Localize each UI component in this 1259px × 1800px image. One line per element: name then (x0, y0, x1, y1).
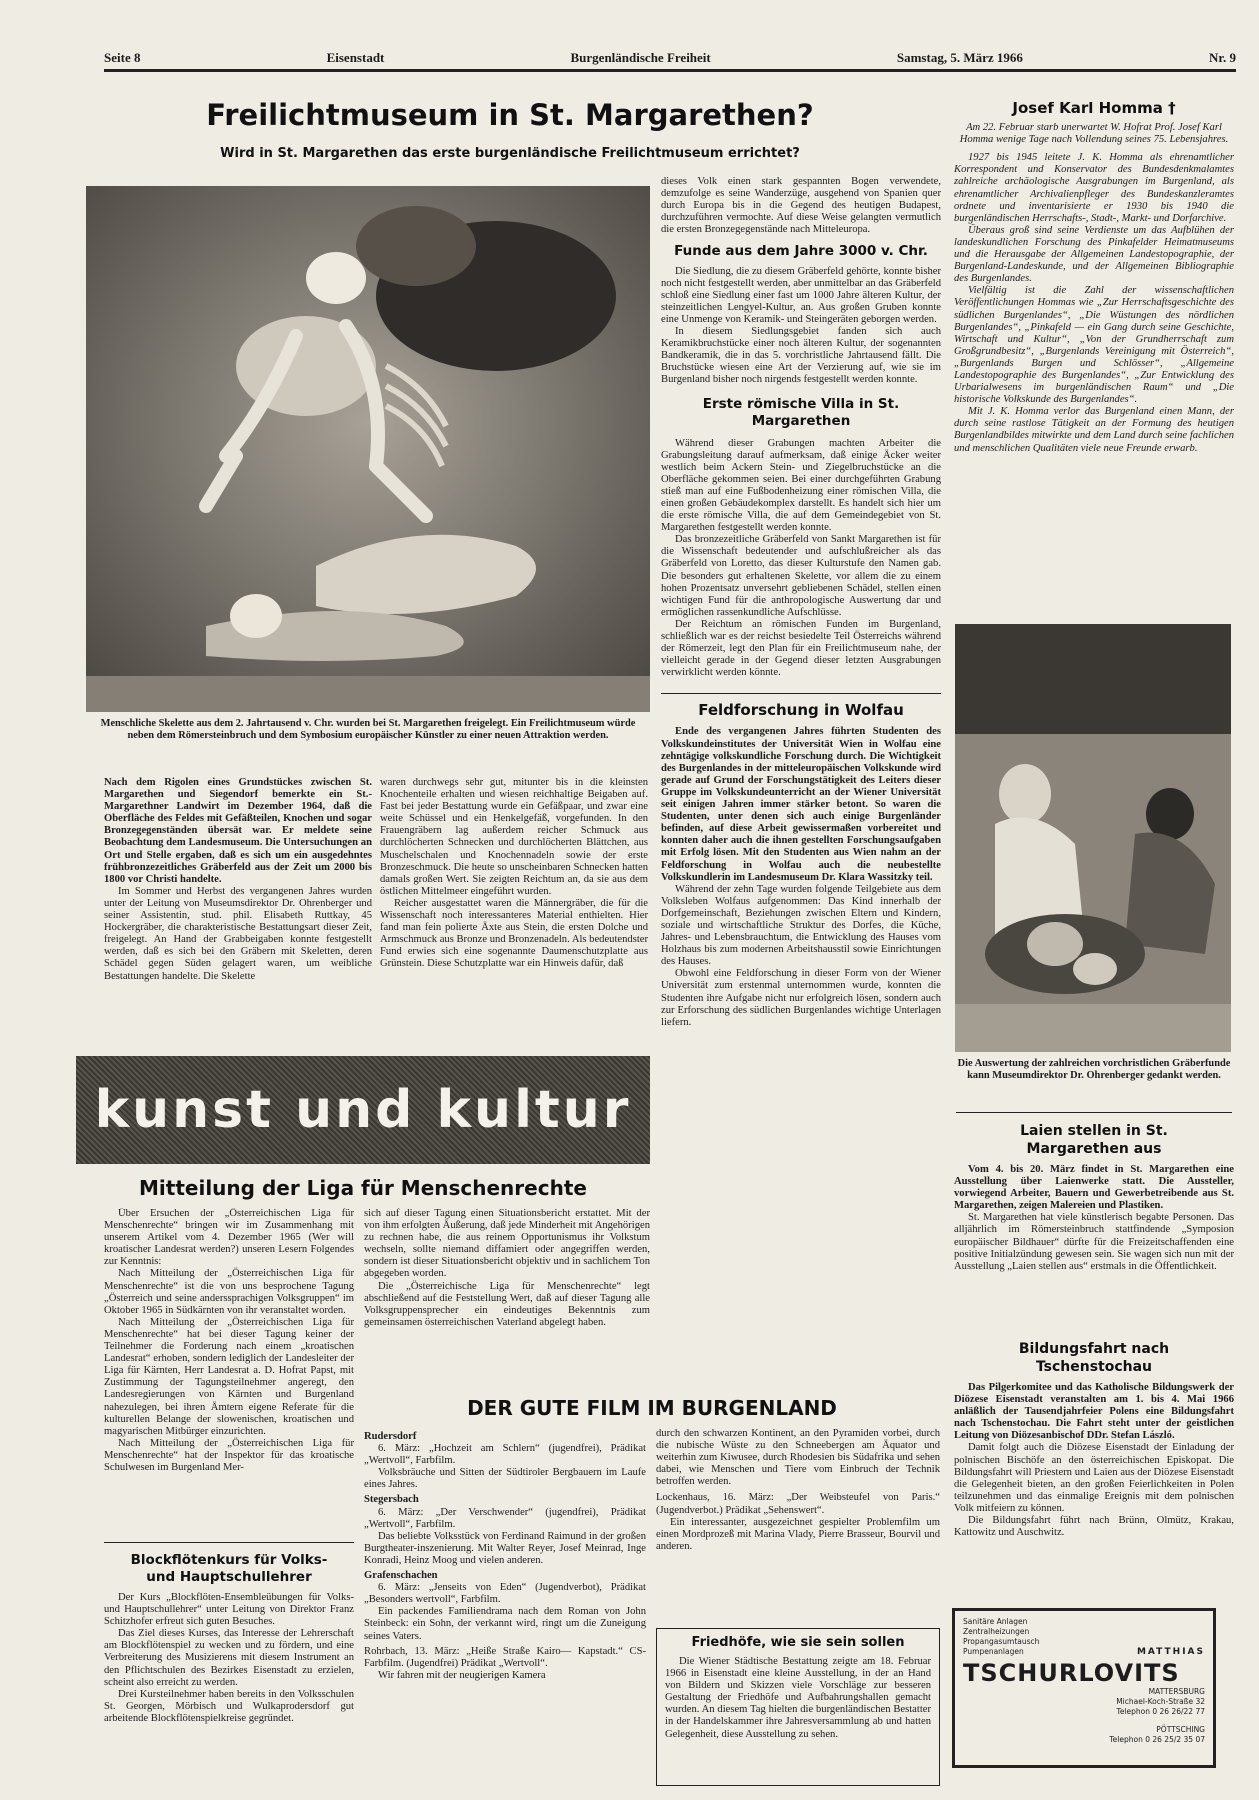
divider (661, 693, 941, 694)
liga-column-1 (104, 1208, 354, 1536)
paragraph: 6. März: „Jenseits von Eden“ (Jugendverbot), Prädikat „Besonders wertvoll“, Farbfilm. (364, 1582, 646, 1606)
skeleton-photo-caption: Menschliche Skelette aus dem 2. Jahrtausend v. Chr. wurden bei St. Margarethen freigelegt. Ein Freilichtmuseum würde neben dem Römersteinbruch und dem Symbosium europäischer Künstler zu einer neuen Attraktion werden. (100, 718, 636, 741)
paragraph: 6. März: „Der Verschwender“ (jugendfrei), Prädikat „Wertvoll“, Farbfilm. (364, 1506, 646, 1530)
subheading-funde: Funde aus dem Jahre 3000 v. Chr. (674, 243, 928, 260)
blockflote-article (104, 1552, 354, 1784)
subheading-villa: Erste römische Villa in St. Margarethen (702, 395, 900, 429)
paragraph: Nach Mitteilung der „Österreichischen Liga für Menschenrechte“ hat der Inspektor für das kroatische Schulwesen im Burgenland Mer- (104, 1437, 354, 1473)
paragraph: Überaus groß sind seine Verdienste um das Aufblühen der landeskundlichen Forschung des Pinkafelder Heimatmuseums und die Herausgabe der Allgemeinen Landestopographie, der Burgenland-Landeskunde, und der Allgemeinen Bibliographie des Burgenlandes. (954, 224, 1234, 285)
bildung-intro: Das Pilgerkomitee und das Katholische Bildungswerk der Diözese Eisenstadt veranstalten am 1. bis 4. Mai 1966 anläßlich der Tausendjahrfeier Polens eine Bildungsfahrt nach Tschenstochau. Die Fahrt steht unter der geistlichen Leitung von Diözesanbischof DDr. Stefan László. (954, 1382, 1234, 1442)
kunst-und-kultur-banner (76, 1056, 650, 1164)
laien-article (954, 1122, 1234, 1337)
paragraph: Während dieser Grabungen machten Arbeiter die Grabungsleitung darauf aufmerksam, daß einige Äcker weiter westlich beim Ackern Stein- und Ziegelbruchstücke an die Oberfläche gekommen seien. Bei einer durchgeführten Grabung stieß man auf eine Fußbodenheizung einer römischen Villa, die einen großen Gebäudekomplex darstellt. Es handelt sich hier um die erste römische Villa, die auf dem Gemeindegebiet von St. Margarethen festgestellt werden konnte. (661, 437, 941, 534)
homma-obituary (954, 102, 1234, 600)
feld-intro: Ende des vergangenen Jahres führten Studenten des Volkskundeinstitutes der Universität Wien in Wolfau eine zehntägige volkskundliche Forschung durch. Die Wichtigkeit des Burgenlandes in der mitteleuropäischen Volkskunde wird gerade auf Grund der Forschungstätigkeit des Leiters dieser Gruppe im Volkskundeunterricht an der Wiener Universität seit einigen Jahren immer stärker betont. So waren die Studenten, unter denen sich auch einige Burgenländer befinden, auf diese Arbeit gewissermaßen vorbereitet und konnten daher auch die ihnen gestellten Forschungsaufgaben mit Erfolg lösen. Mit den Studenten aus Wien nahm an der Feldforschung in Wolfau auch die neubestellte Volkskundlerin im Landesmuseum Dr. Klara Wassitzky teil. (661, 726, 941, 883)
newspaper-name: Burgenländische Freiheit (570, 50, 711, 65)
film-headline: DER GUTE FILM IM BURGENLAND (467, 1396, 837, 1420)
film-column-1 (364, 1428, 646, 1784)
ad-address: Michael-Koch-Straße 32 (1116, 1697, 1205, 1706)
ad-service: Zentralheizungen (963, 1627, 1030, 1636)
liga-headline: Mitteilung der Liga für Menschenrechte (139, 1176, 587, 1200)
film-location: Rudersdorf (364, 1431, 417, 1442)
film-location: Grafenschachen (364, 1570, 438, 1582)
paragraph: Während der zehn Tage wurden folgende Teilgebiete aus dem Volksleben Wolfaus aufgenommen: Das Kind innerhalb der Dorfgemeinschaft, Beziehungen zwischen Eltern und Kindern, soziale und wirtschaftliche Struktur des Dorfes, die Küche, Jahres- und Lebensbrauchtum, die Entwicklung des Hauses vom Holzhaus bis zum modernen Arbeitshausstil sowie Einrichtungen des Hauses. (661, 883, 941, 968)
film-column-2 (656, 1428, 940, 1624)
paragraph: Am 22. Februar starb unerwartet W. Hofrat Prof. Josef Karl Homma wenige Tage nach Vollendung seines 75. Lebensjahres. (959, 122, 1229, 146)
paragraph: Der Kurs „Blockflöten-Ensembleübungen für Volks- und Hauptschullehrer“ unter Leitung von Direktor Franz Schitzhofer erfreut sich guten Besuches. (104, 1592, 354, 1628)
paragraph: Volksbräuche und Sitten der Südtiroler Bergbauern im Laufe eines Jahres. (364, 1467, 646, 1491)
lead-headline: Freilichtmuseum in St. Margarethen? (206, 98, 814, 132)
lead-subheadline: Wird in St. Margarethen das erste burgenländische Freilichtmuseum errichtet? (220, 146, 800, 161)
ad-town: MATTERSBURG (1148, 1687, 1205, 1696)
divider (956, 1112, 1232, 1113)
film-location: Stegersbach (364, 1494, 419, 1506)
paragraph: In diesem Siedlungsgebiet fanden sich auch Keramikbruchstücke einer noch älteren Kultur, der sogenannten Bandkeramik, die in das 5. vorchristliche Jahrtausend fällt. Die Bruchstücke wiesen eine Art der Verzierung auf, wie sie im Burgenland bisher noch nirgends festgestellt werden konnte. (661, 326, 941, 386)
paragraph: Wir fahren mit der neugierigen Kamera (378, 1669, 546, 1681)
lead-column-1 (104, 777, 372, 1042)
paragraph: waren durchwegs sehr gut, mitunter bis in die kleinsten Knochenteile erhalten und wiesen reichhaltige Beigaben auf. Fast bei jeder Bestattung wurde ein Gefäßpaar, und zwar eine weite Schüssel und ein Henkelgefäß, vorgefunden. In den Frauengräbern lag außerdem reicher Schmuck aus durchlöcherten Schnecken und durchlöcherten Blättchen, aus Muschelschalen und Knochennadeln sowie der erste Bronzeschmuck. Die heute so unscheinbaren Schnecken hatten damals großen Wert. Sie zeigten Reichtum an, da sie aus dem östlichen Mittelmeer eingeführt wurden. (380, 777, 648, 897)
paragraph: durch den schwarzen Kontinent, an den Pyramiden vorbei, durch die nubische Wüste zu den Schneebergen am Äquator und weiterhin zum Kiwusee, durch Rhodesien bis Südafrika und sehen dabei, wie Menschen und Tiere vom Einbruch der Technik betroffen werden. (656, 1428, 940, 1488)
photo-2-caption: Die Auswertung der zahlreichen vorchristlichen Gräberfunde kann Museumdirektor Dr. Ohrenberger gedankt werden. (957, 1058, 1231, 1081)
skeleton-photo (86, 186, 650, 712)
issue-number: Nr. 9 (1209, 50, 1236, 65)
bildung-headline: Bildungsfahrt nach Tschenstochau (1018, 1341, 1170, 1375)
paragraph: Mit J. K. Homma verlor das Burgenland einen Mann, der durch seine rastlose Tätigkeit an der Formung des heutigen Burgenlandbildes mitwirkte und dem Land durch seine fachlichen und menschlichen Qualitäten viele neue Freunde erwarb. (954, 406, 1234, 454)
lead-intro: Nach dem Rigolen eines Grundstückes zwischen St. Margarethen und Siegendorf bemerkte ein St.-Margarethner Landwirt im Dezember 1964, daß die Oberfläche des Feldes mit Gefäßteilen, Knochen und sogar Bronzegegenständen übersät war. Er meldete seine Beobachtung dem Landesmuseum. Die Untersuchungen an Ort und Stelle ergaben, daß es sich um ein ausgedehntes frühbronzezeitliches Gräberfeld aus der Zeit um 2000 bis 1800 vor Christi handelte. (104, 777, 372, 885)
bildung-article (954, 1340, 1234, 1602)
paragraph: Reicher ausgestattet waren die Männergräber, die für die Wissenschaft noch interessanteres Material enthielten. Hier fand man fein polierte Äxte aus Stein, die ersten Dolche und Armschmuck aus Bronze und Bronzenadeln. Als bedeutendster Fund erwies sich eine sogenannte Daumenschutzplatte aus Grünstein. Diese Schutzplatte war ein Hinweis dafür, daß (380, 897, 648, 970)
ad-service: Propangasumtausch (963, 1637, 1040, 1646)
ad-town: PÖTTSCHING (1156, 1725, 1205, 1734)
blockflote-headline: Blockflötenkurs für Volks- und Hauptschullehrer (130, 1552, 328, 1585)
paragraph: Die Wiener Städtische Bestattung zeigte am 18. Februar 1966 in Eisenstadt eine kleine Ausstellung, in der an Hand von Bildern und Skizzen viele Vorschläge zur besseren Gestaltung der Friedhöfe und Aufbahrungshallen gemacht wurden. An diesem Tag hielten die burgenländischen Bestatter in der Handelskammer ihre Jahresversammlung ab und hatten Gelegenheit, diese Ausstellung zu sehen. (665, 1656, 931, 1740)
paragraph: Die Siedlung, die zu diesem Gräberfeld gehörte, konnte bisher noch nicht festgestellt werden, aber unmittelbar an das Gräberfeld schloß eine Siedlung einer fast um 1000 Jahre älteren Kultur, der steinzeitlichen Lengyel-Kultur, an. Aus großen Gruben konnte eine Unmenge von Keramik- und Steingeräten geborgen werden. (661, 265, 941, 325)
paragraph: 6. März: „Hochzeit am Schlern“ (jugendfrei), Prädikat „Wertvoll“, Farbfilm. (364, 1443, 646, 1467)
laien-intro: Vom 4. bis 20. März findet in St. Margarethen eine Ausstellung über Laienwerke statt. Die Aussteller, vorwiegend Arbeiter, Bauern und Gewerbetreibende aus St. Margarethen, zeigen Malereien und Plastiken. (954, 1164, 1234, 1212)
friedhofe-headline: Friedhöfe, wie sie sein sollen (691, 1635, 905, 1650)
friedhofe-box (656, 1628, 940, 1786)
paragraph: Die Bildungsfahrt führt nach Brünn, Olmütz, Krakau, Kattowitz und Auschwitz. (954, 1515, 1234, 1539)
divider (104, 1542, 354, 1543)
laien-headline: Laien stellen in St. Margarethen aus (1020, 1123, 1168, 1157)
ad-phone: Telephon 0 26 26/22 77 (1116, 1707, 1205, 1716)
paragraph: Im Sommer und Herbst des vergangenen Jahres wurden unter der Leitung von Museumsdirektor Dr. Ohrenberger und seiner Assistentin, stud. phil. Elisabeth Ruttkay, 45 Hockergräber, die charakteristische Bestattungsart dieser Zeit, freigelegt. An Hand der Grabbeigaben konnte festgestellt werden, daß es sich bei den Gräbern mit Skeletten, deren Schädel gegen Süden gelagert waren, um weibliche Bestattungen handelte. Die Skelette (104, 885, 372, 982)
paragraph: Der Reichtum an römischen Funden im Burgenland, schließlich war es der reichst besiedelte Teil Österreichs während der Römerzeit, legt den Plan für ein Freilichtmuseum nahe, der vielleicht gerade in der Gegend dieser letzten Ausgrabungen verwirklicht werden könnte. (661, 618, 941, 679)
paragraph: Das bronzezeitliche Gräberfeld von Sankt Margarethen ist für die Wissenschaft bedeutender und aufschlußreicher als das Gräberfeld von Loretto, das dieser Kulturstufe den Namen gab. Die besonders gut erhaltenen Skelette, vor allem die zu einem hohen Prozentsatz unversehrt gebliebenen Schädel, stellen einen wichtigen Fund für die anthropologische Auswertung dar und ermöglichen rassenkundliche Aufschlüsse. (661, 534, 941, 618)
paragraph: Vielfältig ist die Zahl der wissenschaftlichen Veröffentlichungen Hommas wie „Zur Herrschaftsgeschichte des südlichen Burgenlandes“, „Die Wüstungen des nördlichen Burgenlandes“, „Pinkafeld — ein Gang durch seine Geschichte, Wirtschaft und Kultur“, „Von der Grundherrschaft zum Großgrundbesitz“, „Burgenlands Vereinigung mit Österreich“, „Burgenlands Burgen und Schlösser“, „Allgemeine Landestopographie des Burgenlandes“, „Zur Entwicklung des Urbarialwesens im burgenländischen Raum“ und „Die historische Volkskunde des Burgenlandes“. (954, 285, 1234, 406)
paragraph: Ein interessanter, ausgezeichnet gespielter Problemfilm um einen Mordprozeß mit Marina Vlady, Pierre Brasseur, Bourvil und anderen. (656, 1516, 940, 1552)
liga-column-2 (364, 1208, 650, 1392)
paragraph: Obwohl eine Feldforschung in dieser Form von der Wiener Universität zum erstenmal unternommen wurde, konnten die Studenten ihre Aufgabe nicht nur erfolgreich lösen, sondern auch zur Erforschung des südlichen Burgenlandes wichtige Unterlagen liefern. (661, 968, 941, 1028)
tschurlovits-ad (952, 1608, 1216, 1768)
paragraph: Drei Kursteilnehmer haben bereits in den Volksschulen St. Georgen, Mörbisch und Wulkaprodersdorf gut arbeitende Blockflötenspielkreise gegründet. (104, 1688, 354, 1724)
paragraph: St. Margarethen hat viele künstlerisch begabte Personen. Das alljährlich im Römersteinbruch stattfindende „Symposion europäischer Bildhauer“ dürfte für die Freizeitschaffenden eine positive Initialzündung gewesen sein. Sie wagen sich nun mit der Ausstellung „Laien stellen aus“ erstmals in die Öffentlichkeit. (954, 1212, 1234, 1272)
ad-company-name: TSCHURLOVITS (963, 1659, 1180, 1687)
lead-column-2 (380, 777, 648, 1042)
lead-column-3 (661, 176, 941, 1084)
paragraph: dieses Volk einen stark gespannten Bogen verwendete, demzufolge es seine Wanderzüge, ausgehend von Spanien quer durch Europa bis in die Gegend des heutigen Budapest, durchzuführen vermochte. Auf diese Weise gelangten vermutlich die ersten Bronzegegenstände nach Mitteleuropa. (661, 176, 941, 236)
banner-text: kunst und kultur (94, 1080, 632, 1140)
friedhofe-text (665, 1656, 931, 1774)
paragraph: Das Ziel dieses Kurses, das Interesse der Lehrerschaft am Blockflötenspiel zu wecken und zu fördern, und eine Verbreiterung des Musizierens mit diesem Instrument an den Pflichtschulen des Bezirkes Eisenstadt zu erzielen, scheint also erreicht zu werden. (104, 1628, 354, 1688)
excavation-illustration (955, 624, 1231, 1052)
paragraph: Das beliebte Volksstück von Ferdinand Raimund in der großen Burgtheater-inszenierung. Mit Walter Reyer, Josef Meinrad, Inge Konradi, Heinz Moog und vielen anderen. (364, 1530, 646, 1566)
ad-first-name: MATTHIAS (1136, 1647, 1205, 1657)
paragraph: 1927 bis 1945 leitete J. K. Homma als ehrenamtlicher Korrespondent und Konservator des Bundesdenkmalamtes zahlreiche archäologische Ausgrabungen im Burgenland, als ehrenamtlicher Archivalienpfleger des Bundeskanzleramtes ordnete und inventarisierte er 1930 bis 1940 die burgenländischen Herrschafts-, Stadt-, Markt- und Dorfarchive. (954, 152, 1234, 224)
paragraph: Lockenhaus, 16. März: „Der Weibsteufel von Paris.“ (Jugendverbot.) Prädikat „Sehenswert“. (656, 1492, 940, 1516)
paragraph: Über Ersuchen der „Österreichischen Liga für Menschenrechte“ bringen wir im Zusammenhang mit unserem Artikel vom 4. Dezember 1965 (Wer will kroatischer Landesrat werden?) unseren Lesern Folgendes zur Kenntnis: (104, 1208, 354, 1268)
paragraph: Ein packendes Familiendrama nach dem Roman von John Steinbeck: ein Sohn, der verkannt wird, ringt um die Zuneigung seines Vaters. (364, 1606, 646, 1642)
date: Samstag, 5. März 1966 (896, 50, 1023, 65)
homma-headline: Josef Karl Homma † (1012, 102, 1176, 117)
feld-headline: Feldforschung in Wolfau (698, 701, 904, 720)
ad-phone: Telephon 0 26 25/2 35 07 (1109, 1735, 1205, 1744)
place: Eisenstadt (326, 50, 385, 65)
paragraph: Die „Österreichische Liga für Menschenrechte“ legt abschließend auf die Feststellung Wert, daß auf dieser Tagung alle Volksgruppensprecher ein eindeutiges Bekenntnis zum gemeinsamen österreichischen Vaterland abgelegt haben. (364, 1280, 650, 1328)
skeleton-illustration (86, 186, 650, 712)
paragraph: Nach Mitteilung der „Österreichischen Liga für Menschenrechte“ hat bei dieser Tagung keiner der Teilnehmer die Forderung nach einem „kroatischen Landesrat“ erhoben, sondern lediglich der Landesleiter der Liga für Kärnten, Herr Landesrat a. D. Hofrat Papst, mit Zustimmung der Tagungsteilnehmer angeregt, den Landesregierungen von Kärnten und Burgenland nahezulegen, bei ihren Ämtern eigene Referate für die kulturellen Belange der slowenischen, kroatischen und magyarischen Mitbürger einzurichten. (104, 1316, 354, 1437)
ad-service: Sanitäre Anlagen (963, 1617, 1028, 1626)
page-number: Seite 8 (104, 50, 141, 65)
paragraph: sich auf dieser Tagung einen Situationsbericht erstattet. Mit der von ihm erfolgten Äußerung, daß jede Minderheit mit Angehörigen zu rechnen habe, die aus reinem Opportunismus ihr Volkstum wechseln, sollte niemand diffamiert oder angegriffen werden, sondern ist dieser Situationsbericht objektiv und in sachlichem Ton abgegeben worden. (364, 1208, 650, 1280)
paragraph: Rohrbach, 13. März: „Heiße Straße Kairo— Kapstadt.“ CS-Farbfilm. (Jugendfrei) Prädikat „Wertvoll“. (364, 1645, 646, 1669)
ad-service: Pumpenanlagen (963, 1647, 1024, 1656)
page-header (104, 50, 1236, 72)
paragraph: Nach Mitteilung der „Österreichischen Liga für Menschenrechte“ ist die von uns besprochene Tagung „Österreich und seine anderssprachigen Volksgruppen“ im Oktober 1965 in Südkärnten von ihr veranstaltet worden. (104, 1268, 354, 1316)
paragraph: Damit folgt auch die Diözese Eisenstadt der Einladung der polnischen Bischöfe an den österreichischen Episkopat. Die Bildungsfahrt will Priestern und Laien aus der Diözese Eisenstadt die Gelegenheit bieten, an den großen Feierlichkeiten in Polen teilzunehmen und das einmalige Ereignis mit dem polnischen Volk mitfeiern zu können. (954, 1442, 1234, 1514)
museum-director-photo (955, 624, 1231, 1052)
